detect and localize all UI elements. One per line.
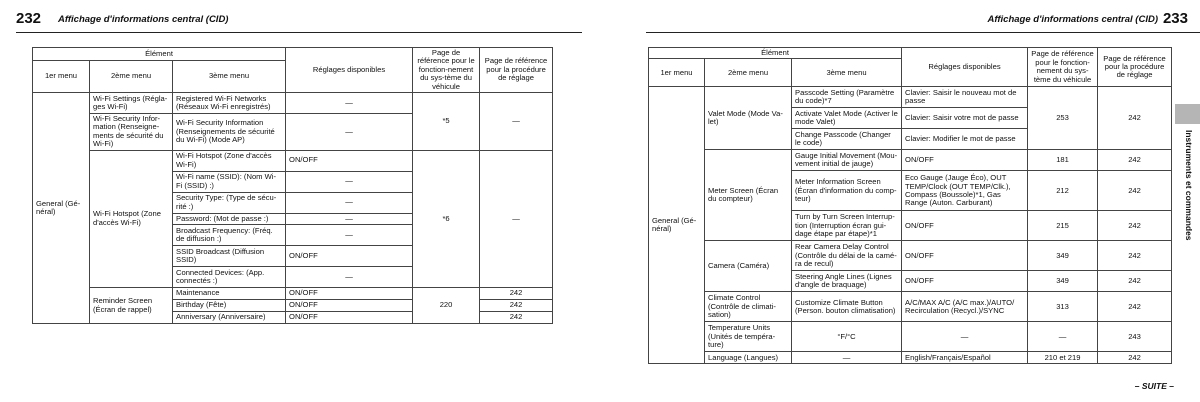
ref-operation: 253 (1028, 87, 1098, 150)
header-ref-operation: Page de référence pour le fonction-nement du sys-tème du véhicule (413, 48, 480, 93)
menu3-item: Registered Wi-Fi Networks (Réseaux Wi-Fi enregistrés) (173, 93, 286, 114)
ref-procedure: 242 (1098, 150, 1172, 171)
menu2-temperature-units: Temperature Units (Unités de tempéra-ture) (705, 322, 792, 352)
setting-value: Eco Gauge (Jauge Éco), OUT TEMP/Clock (OUT TEMP/Clk.), Compass (Boussole)*1, Gas Range (Auton. Carburant) (902, 171, 1028, 211)
setting-value: ON/OFF (902, 211, 1028, 241)
menu2-climate-control: Climate Control (Contrôle de climati-sation) (705, 292, 792, 322)
menu2-camera: Camera (Caméra) (705, 241, 792, 292)
header-menu1: 1er menu (33, 61, 90, 93)
right-page (618, 0, 1200, 402)
setting-value: — (286, 114, 413, 151)
menu3-item: Security Type: (Type de sécu-rité :) (173, 192, 286, 213)
header-ref-operation: Page de référence pour le fonction-nement du sys-tème du véhicule (1028, 48, 1098, 87)
ref-operation: 349 (1028, 241, 1098, 271)
menu2-wifi-settings: Wi-Fi Settings (Régla-ges Wi-Fi) (90, 93, 173, 114)
page-number: 233 (1162, 10, 1188, 27)
header-ref-procedure: Page de référence pour la procédure de réglage (480, 48, 553, 93)
setting-value: Clavier: Saisir le nouveau mot de passe (902, 87, 1028, 108)
header-element: Élément (649, 48, 902, 59)
ref-operation: 313 (1028, 292, 1098, 322)
setting-value: — (286, 192, 413, 213)
menu3-item: Meter Information Screen (Écran d'information du comp-teur) (792, 171, 902, 211)
setting-value: A/C/MAX A/C (A/C max.)/AUTO/ Recirculation (Recycl.)/SYNC (902, 292, 1028, 322)
header-menu2: 2ème menu (90, 61, 173, 93)
ref-note-5: *5 (413, 93, 480, 151)
ref-procedure: 242 (1098, 292, 1172, 322)
left-page (0, 0, 582, 402)
continued-footer: – SUITE – (1134, 381, 1174, 391)
ref-procedure: — (480, 150, 553, 287)
menu2-reminder-screen: Reminder Screen (Écran de rappel) (90, 288, 173, 324)
ref-operation: — (1028, 322, 1098, 352)
menu1-general: General (Gé-néral) (649, 87, 705, 364)
menu3-item: Wi-Fi Hotspot (Zone d'accès Wi-Fi) (173, 150, 286, 171)
setting-value: English/Français/Español (902, 352, 1028, 364)
menu3-item: Wi-Fi name (SSID): (Nom Wi-Fi (SSID) :) (173, 171, 286, 192)
setting-value: ON/OFF (286, 246, 413, 267)
menu3-item: Gauge Initial Movement (Mou-vement initial de jauge) (792, 150, 902, 171)
menu3-item: Activate Valet Mode (Activer le mode Valet) (792, 108, 902, 129)
menu3-item: Customize Climate Button (Person. bouton climatisation) (792, 292, 902, 322)
setting-value: Clavier: Modifier le mot de passe (902, 129, 1028, 150)
menu2-wifi-security: Wi-Fi Security Infor-mation (Renseigne-ments de sécurité du Wi-Fi) (90, 114, 173, 151)
ref-procedure: 242 (480, 300, 553, 312)
ref-procedure: 243 (1098, 322, 1172, 352)
setting-value: ON/OFF (286, 150, 413, 171)
ref-operation: 181 (1028, 150, 1098, 171)
setting-value: — (286, 267, 413, 288)
menu3-item: Broadcast Frequency: (Fréq. de diffusion :) (173, 225, 286, 246)
ref-operation: 210 et 219 (1028, 352, 1098, 364)
menu3-item: Steering Angle Lines (Lignes d'angle de braquage) (792, 271, 902, 292)
header-settings: Réglages disponibles (902, 48, 1028, 87)
header-menu1: 1er menu (649, 59, 705, 87)
ref-operation: 215 (1028, 211, 1098, 241)
header-element: Élément (33, 48, 286, 61)
ref-operation: 220 (413, 288, 480, 324)
menu2-language: Language (Langues) (705, 352, 792, 364)
settings-table-right (648, 47, 1172, 364)
menu2-wifi-hotspot: Wi-Fi Hotspot (Zone d'accès Wi-Fi) (90, 150, 173, 287)
ref-procedure: 242 (480, 312, 553, 324)
header-menu2: 2ème menu (705, 59, 792, 87)
ref-procedure: 242 (1098, 211, 1172, 241)
menu3-item: Rear Camera Delay Control (Contrôle du délai de la camé-ra de recul) (792, 241, 902, 271)
setting-value: — (902, 322, 1028, 352)
menu3-item: Anniversary (Anniversaire) (173, 312, 286, 324)
menu3-item: — (792, 352, 902, 364)
setting-value: ON/OFF (286, 300, 413, 312)
ref-procedure: 242 (1098, 87, 1172, 150)
menu2-meter-screen: Meter Screen (Écran du compteur) (705, 150, 792, 241)
menu3-item: Maintenance (173, 288, 286, 300)
header-menu3: 3ème menu (792, 59, 902, 87)
page-number: 232 (16, 10, 42, 27)
menu3-item: SSID Broadcast (Diffusion SSID) (173, 246, 286, 267)
ref-procedure: — (480, 93, 553, 151)
setting-value: — (286, 171, 413, 192)
ref-procedure: 242 (1098, 352, 1172, 364)
menu2-valet-mode: Valet Mode (Mode Va-let) (705, 87, 792, 150)
ref-operation: 212 (1028, 171, 1098, 211)
ref-operation: 349 (1028, 271, 1098, 292)
setting-value: — (286, 213, 413, 224)
page-title: Affichage d'informations central (CID) (58, 14, 229, 25)
page-title: Affichage d'informations central (CID) (987, 14, 1158, 25)
header-ref-procedure: Page de référence pour la procédure de réglage (1098, 48, 1172, 87)
left-page-header (16, 12, 582, 33)
setting-value: ON/OFF (902, 150, 1028, 171)
menu3-item: Password: (Mot de passe :) (173, 213, 286, 224)
section-tab (1175, 104, 1200, 124)
ref-procedure: 242 (1098, 241, 1172, 271)
setting-value: — (286, 225, 413, 246)
setting-value: — (286, 93, 413, 114)
settings-table-left (32, 47, 553, 324)
ref-note-6: *6 (413, 150, 480, 287)
ref-procedure: 242 (1098, 271, 1172, 292)
ref-procedure: 242 (1098, 171, 1172, 211)
menu3-item: Change Passcode (Changer le code) (792, 129, 902, 150)
setting-value: Clavier: Saisir votre mot de passe (902, 108, 1028, 129)
menu3-item: Passcode Setting (Paramètre du code)*7 (792, 87, 902, 108)
header-settings: Réglages disponibles (286, 48, 413, 93)
setting-value: ON/OFF (286, 312, 413, 324)
menu3-item: Wi-Fi Security Information (Renseignements de sécurité du Wi-Fi) (Mode AP) (173, 114, 286, 151)
section-tab-label: Instruments et commandes (1184, 130, 1194, 241)
setting-value: ON/OFF (286, 288, 413, 300)
menu1-general: General (Gé-néral) (33, 93, 90, 324)
menu3-item: Turn by Turn Screen Interrup-tion (Interruption écran gui-dage étape par étape)*1 (792, 211, 902, 241)
menu3-item: °F/°C (792, 322, 902, 352)
menu3-item: Birthday (Fête) (173, 300, 286, 312)
right-page-header (646, 12, 1200, 33)
ref-procedure: 242 (480, 288, 553, 300)
setting-value: ON/OFF (902, 271, 1028, 292)
header-menu3: 3ème menu (173, 61, 286, 93)
setting-value: ON/OFF (902, 241, 1028, 271)
menu3-item: Connected Devices: (App. connectés :) (173, 267, 286, 288)
